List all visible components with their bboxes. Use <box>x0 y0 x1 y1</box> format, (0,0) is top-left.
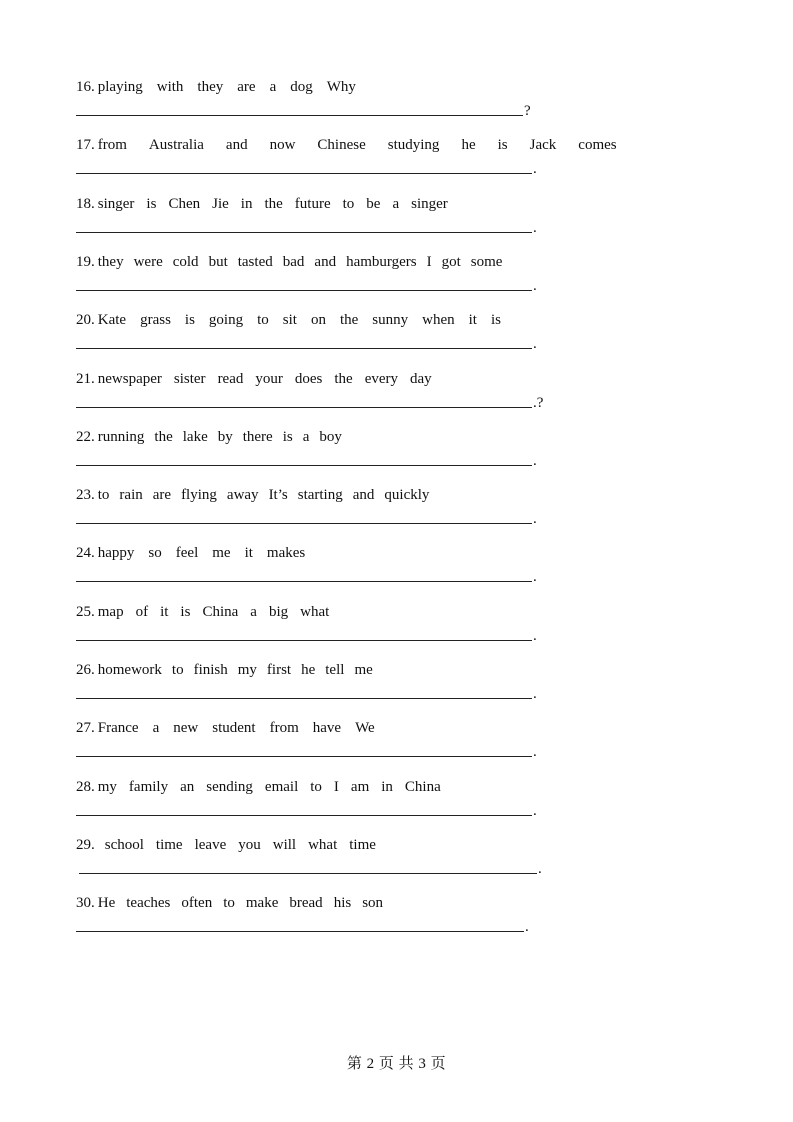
question-number: 16. <box>76 79 95 95</box>
answer-blank[interactable] <box>76 273 716 295</box>
scrambled-word: I <box>426 254 432 270</box>
scrambled-word: is <box>180 604 191 620</box>
answer-blank[interactable] <box>76 914 716 936</box>
scrambled-word: finish <box>193 662 228 678</box>
scrambled-word: you <box>238 837 261 853</box>
scrambled-word: Kate <box>97 312 127 328</box>
question-number: 22. <box>76 429 95 445</box>
question-item <box>76 542 736 600</box>
question-number: 25. <box>76 604 95 620</box>
scrambled-word: your <box>255 371 283 387</box>
scrambled-word: China <box>404 779 441 795</box>
scrambled-word: are <box>152 487 172 503</box>
scrambled-word: will <box>272 837 297 853</box>
scrambled-word: time <box>349 837 376 853</box>
scrambled-word: time <box>155 837 183 853</box>
scrambled-word: is <box>497 137 508 153</box>
answer-underline <box>76 173 532 174</box>
answer-underline <box>76 523 532 524</box>
answer-blank[interactable] <box>76 448 716 470</box>
answer-underline <box>76 232 532 233</box>
scrambled-word: and <box>314 254 337 270</box>
question-number: 28. <box>76 779 95 795</box>
answer-underline <box>76 290 532 291</box>
ending-punctuation: . <box>533 569 537 585</box>
ending-punctuation: . <box>538 861 542 877</box>
scrambled-word: quickly <box>384 487 430 503</box>
scrambled-word: starting <box>297 487 343 503</box>
scrambled-word: so <box>148 545 162 561</box>
scrambled-word: a <box>269 79 277 95</box>
scrambled-word: Why <box>326 79 356 95</box>
question-prompt <box>76 76 356 98</box>
question-item <box>76 717 736 775</box>
scrambled-word: Chinese <box>317 137 366 153</box>
scrambled-word: and <box>225 137 248 153</box>
scrambled-word: boy <box>319 429 342 445</box>
scrambled-word: but <box>208 254 228 270</box>
answer-blank[interactable] <box>76 623 716 645</box>
scrambled-word: there <box>242 429 273 445</box>
question-item <box>76 309 736 367</box>
answer-underline <box>76 348 532 349</box>
ending-punctuation: .? <box>533 395 544 411</box>
question-number: 21. <box>76 371 95 387</box>
scrambled-word: comes <box>578 137 617 153</box>
answer-underline <box>76 698 532 699</box>
question-prompt <box>76 834 376 856</box>
scrambled-word: in <box>240 196 253 212</box>
scrambled-word: big <box>268 604 289 620</box>
answer-blank[interactable] <box>76 156 716 178</box>
scrambled-word: they <box>97 254 124 270</box>
question-number: 29. <box>76 837 95 853</box>
scrambled-word: China <box>202 604 239 620</box>
scrambled-word: cold <box>172 254 199 270</box>
scrambled-word: the <box>339 312 359 328</box>
scrambled-word: away <box>226 487 259 503</box>
scrambled-word: day <box>410 371 432 387</box>
scrambled-word: my <box>237 662 257 678</box>
scrambled-word: from <box>269 720 299 736</box>
answer-underline <box>79 873 537 874</box>
scrambled-word: the <box>264 196 283 212</box>
scrambled-word: to <box>342 196 355 212</box>
answer-underline <box>76 465 532 466</box>
scrambled-word: running <box>97 429 145 445</box>
scrambled-word: a <box>250 604 257 620</box>
answer-underline <box>76 581 532 582</box>
scrambled-word: when <box>422 312 455 328</box>
scrambled-word: me <box>354 662 373 678</box>
scrambled-word: It’s <box>268 487 288 503</box>
scrambled-word: sister <box>173 371 206 387</box>
question-prompt <box>76 134 617 156</box>
scrambled-word: on <box>310 312 326 328</box>
scrambled-word: to <box>223 895 235 911</box>
scrambled-word: every <box>364 371 399 387</box>
scrambled-word: to <box>97 487 110 503</box>
scrambled-word: are <box>237 79 256 95</box>
scrambled-word: rain <box>119 487 143 503</box>
scrambled-word: Jack <box>529 137 557 153</box>
scrambled-word: teaches <box>126 895 171 911</box>
question-item <box>76 484 736 542</box>
question-item <box>76 776 736 834</box>
scrambled-word: sunny <box>372 312 409 328</box>
answer-underline <box>76 756 532 757</box>
question-item <box>76 134 736 192</box>
scrambled-word: flying <box>181 487 217 503</box>
answer-blank[interactable] <box>76 739 716 761</box>
question-item <box>76 76 736 134</box>
scrambled-word: it <box>468 312 477 328</box>
scrambled-word: is <box>184 312 195 328</box>
scrambled-word: bad <box>282 254 305 270</box>
scrambled-word: Jie <box>212 196 229 212</box>
scrambled-word: they <box>197 79 224 95</box>
scrambled-word: grass <box>140 312 171 328</box>
scrambled-word: is <box>146 196 157 212</box>
scrambled-word: dog <box>290 79 313 95</box>
scrambled-word: a <box>152 720 160 736</box>
answer-blank[interactable] <box>76 506 716 528</box>
scrambled-word: a <box>302 429 310 445</box>
question-number: 26. <box>76 662 95 678</box>
scrambled-word: got <box>441 254 461 270</box>
answer-blank[interactable] <box>76 215 716 237</box>
scrambled-word: me <box>212 545 231 561</box>
scrambled-word: new <box>173 720 199 736</box>
scrambled-word: future <box>294 196 331 212</box>
scrambled-word: lake <box>182 429 208 445</box>
scrambled-word: first <box>266 662 292 678</box>
scrambled-word: what <box>300 604 330 620</box>
scrambled-word: tell <box>325 662 345 678</box>
ending-punctuation: . <box>533 278 537 294</box>
ending-punctuation: . <box>533 511 537 527</box>
scrambled-word: newspaper <box>97 371 162 387</box>
question-prompt <box>76 659 373 681</box>
scrambled-word: I <box>333 779 339 795</box>
scrambled-word: homework <box>97 662 162 678</box>
scrambled-word: student <box>212 720 256 736</box>
question-item <box>76 834 736 892</box>
answer-underline <box>76 640 532 641</box>
ending-punctuation: . <box>533 220 537 236</box>
scrambled-word: bread <box>289 895 323 911</box>
scrambled-word: by <box>217 429 233 445</box>
scrambled-word: feel <box>175 545 199 561</box>
scrambled-word: to <box>257 312 269 328</box>
answer-blank[interactable] <box>76 681 716 703</box>
question-number: 30. <box>76 895 95 911</box>
question-prompt <box>76 892 383 914</box>
question-number: 27. <box>76 720 95 736</box>
scrambled-word: Australia <box>148 137 204 153</box>
page-footer: 第 2 页 共 3 页 <box>346 1056 447 1072</box>
question-item <box>76 251 736 309</box>
answer-blank[interactable] <box>76 98 716 120</box>
ending-punctuation: . <box>533 686 537 702</box>
ending-punctuation: . <box>533 628 537 644</box>
scrambled-word: have <box>312 720 342 736</box>
answer-underline <box>76 115 523 116</box>
question-number: 17. <box>76 137 95 153</box>
ending-punctuation: . <box>533 161 537 177</box>
scrambled-word: and <box>352 487 375 503</box>
answer-blank[interactable] <box>76 564 716 586</box>
question-item <box>76 892 736 950</box>
question-number: 20. <box>76 312 95 328</box>
ending-punctuation: . <box>533 453 537 469</box>
question-prompt <box>76 193 448 215</box>
question-number: 23. <box>76 487 95 503</box>
scrambled-word: am <box>350 779 370 795</box>
question-prompt <box>76 717 375 739</box>
scrambled-word: tasted <box>237 254 273 270</box>
question-prompt <box>76 601 329 623</box>
scrambled-word: is <box>490 312 501 328</box>
scrambled-word: son <box>362 895 384 911</box>
scrambled-word: We <box>355 720 375 736</box>
scrambled-word: now <box>269 137 296 153</box>
question-prompt <box>76 368 432 390</box>
answer-underline <box>76 931 524 932</box>
scrambled-word: often <box>181 895 213 911</box>
ending-punctuation: . <box>533 803 537 819</box>
scrambled-word: an <box>180 779 195 795</box>
scrambled-word: Chen <box>168 196 201 212</box>
scrambled-word: he <box>461 137 476 153</box>
scrambled-word: hamburgers <box>346 254 417 270</box>
scrambled-word: playing <box>97 79 143 95</box>
scrambled-word: he <box>301 662 316 678</box>
scrambled-word: makes <box>266 545 306 561</box>
ending-punctuation: . <box>525 919 529 935</box>
scrambled-word: in <box>381 779 393 795</box>
question-number: 19. <box>76 254 95 270</box>
scrambled-word: singer <box>97 196 135 212</box>
scrambled-word: the <box>334 371 353 387</box>
scrambled-word: make <box>245 895 279 911</box>
scrambled-word: of <box>135 604 149 620</box>
scrambled-word: with <box>156 79 184 95</box>
scrambled-word: map <box>97 604 124 620</box>
question-prompt <box>76 251 502 273</box>
scrambled-word: sending <box>206 779 253 795</box>
answer-blank[interactable] <box>76 331 716 353</box>
question-item <box>76 601 736 659</box>
question-prompt <box>76 542 305 564</box>
scrambled-word: what <box>308 837 338 853</box>
scrambled-word: the <box>154 429 173 445</box>
scrambled-word: is <box>282 429 293 445</box>
scrambled-word: his <box>333 895 352 911</box>
scrambled-word: school <box>104 837 144 853</box>
scrambled-word: studying <box>387 137 440 153</box>
scrambled-word: happy <box>97 545 135 561</box>
answer-underline <box>76 407 532 408</box>
scrambled-word: email <box>264 779 299 795</box>
scrambled-word: it <box>244 545 253 561</box>
ending-punctuation: . <box>533 744 537 760</box>
ending-punctuation: ? <box>524 103 531 119</box>
scrambled-word: from <box>97 137 127 153</box>
scrambled-word: some <box>470 254 503 270</box>
scrambled-word: my <box>97 779 117 795</box>
question-prompt <box>76 776 441 798</box>
scrambled-word: to <box>310 779 322 795</box>
answer-blank[interactable] <box>76 390 716 412</box>
scrambled-word: sit <box>282 312 297 328</box>
scrambled-word: France <box>97 720 139 736</box>
scrambled-word: does <box>294 371 323 387</box>
question-item <box>76 426 736 484</box>
scrambled-word: family <box>128 779 169 795</box>
scrambled-word: were <box>133 254 163 270</box>
scrambled-word: be <box>366 196 381 212</box>
scrambled-word: He <box>97 895 116 911</box>
scrambled-word: singer <box>411 196 448 212</box>
question-number: 24. <box>76 545 95 561</box>
question-prompt <box>76 309 501 331</box>
question-item <box>76 368 736 426</box>
answer-blank[interactable] <box>76 856 716 878</box>
question-prompt <box>76 426 342 448</box>
scrambled-word: leave <box>194 837 227 853</box>
scrambled-word: it <box>160 604 169 620</box>
scrambled-word: a <box>392 196 400 212</box>
scrambled-word: to <box>171 662 184 678</box>
ending-punctuation: . <box>533 336 537 352</box>
question-item <box>76 659 736 717</box>
question-number: 18. <box>76 196 95 212</box>
scrambled-word: going <box>208 312 244 328</box>
scrambled-word: read <box>217 371 244 387</box>
answer-blank[interactable] <box>76 798 716 820</box>
question-prompt <box>76 484 429 506</box>
question-item <box>76 193 736 251</box>
answer-underline <box>76 815 532 816</box>
